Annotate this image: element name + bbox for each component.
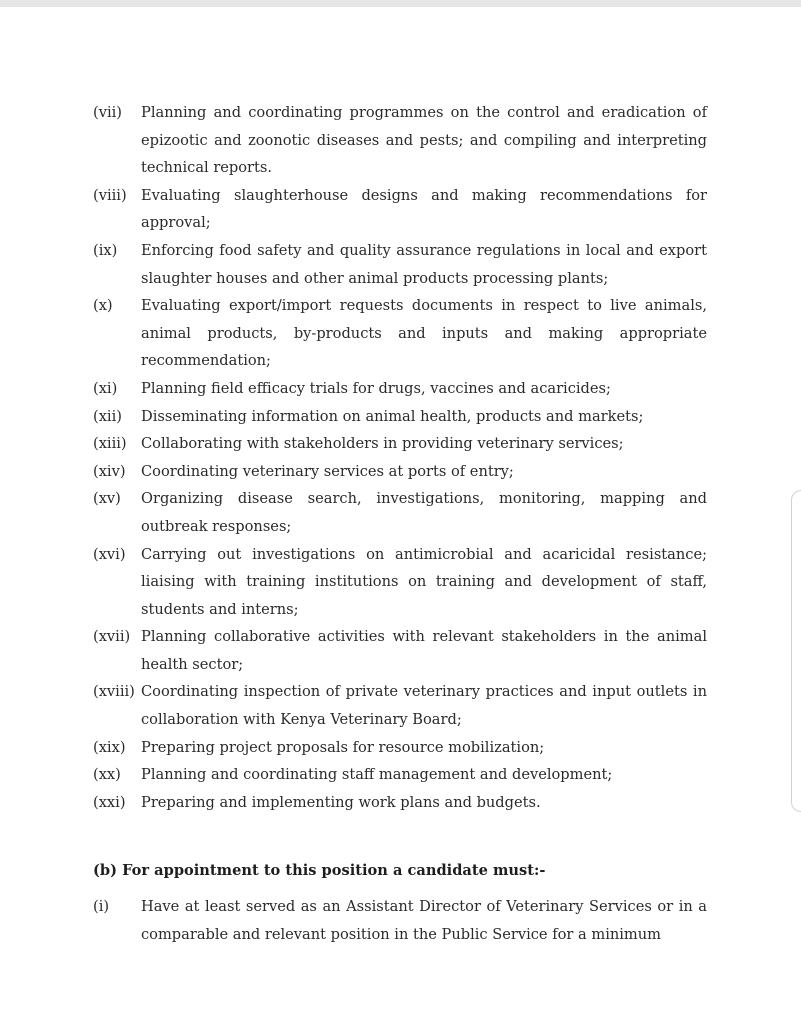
item-text: Coordinating veterinary services at ports of entry; [141, 462, 514, 480]
item-text: Preparing project proposals for resource mobilization; [141, 738, 545, 756]
list-item [93, 403, 707, 431]
list-item [93, 761, 707, 789]
item-text: Coordinating inspection of private veterinary practices and input outlets in collaboration with Kenya Veterinary Board; [141, 683, 707, 729]
item-text: Evaluating slaughterhouse designs and making recommendations for approval; [141, 186, 707, 232]
list-item [93, 182, 707, 237]
item-text: Preparing and implementing work plans and budgets. [141, 793, 541, 811]
item-numeral: (xvii) [93, 628, 131, 646]
item-text: Evaluating export/import requests documents in respect to live animals, animal products, by-products and inputs and making appropriate recommendation; [141, 297, 707, 370]
item-text: Disseminating information on animal health, products and markets; [141, 407, 644, 425]
list-item [93, 678, 707, 733]
item-numeral: (xi) [93, 379, 118, 397]
list-item [93, 541, 707, 624]
item-numeral: (xii) [93, 407, 122, 425]
item-numeral: (xvi) [93, 545, 126, 563]
list-item [93, 375, 707, 403]
item-numeral: (x) [93, 297, 113, 315]
list-item [93, 430, 707, 458]
item-numeral: (xx) [93, 766, 121, 784]
item-text: Enforcing food safety and quality assurance regulations in local and export slaughter houses and other animal products processing plants; [141, 241, 707, 287]
item-text: Planning and coordinating programmes on the control and eradication of epizootic and zoonotic diseases and pests; and compiling and interpreting technical reports. [141, 104, 707, 177]
list-item [93, 458, 707, 486]
item-numeral: (xxi) [93, 793, 126, 811]
requirements-list [93, 893, 707, 948]
item-numeral: (xv) [93, 490, 121, 508]
list-item [93, 99, 707, 182]
item-text: Collaborating with stakeholders in providing veterinary services; [141, 435, 624, 453]
section-b-heading: (b) For appointment to this position a candidate must:- [93, 862, 546, 879]
list-item [93, 485, 707, 540]
list-item [93, 292, 707, 375]
list-item [93, 734, 707, 762]
item-numeral: (ix) [93, 241, 118, 259]
item-numeral: (xviii) [93, 683, 135, 701]
item-text: Carrying out investigations on antimicrobial and acaricidal resistance; liaising with training institutions on training and development of staff, students and interns; [141, 545, 707, 618]
item-numeral: (xiv) [93, 462, 126, 480]
item-numeral: (i) [93, 898, 110, 915]
item-numeral: (xiii) [93, 435, 127, 453]
item-text: Organizing disease search, investigations, monitoring, mapping and outbreak responses; [141, 490, 707, 535]
list-item [93, 237, 707, 292]
item-text: Have at least served as an Assistant Director of Veterinary Services or in a comparable and relevant position in the Public Service for a minimum [141, 898, 707, 943]
item-text: Planning field efficacy trials for drugs, vaccines and acaricides; [141, 379, 611, 397]
item-text: Planning collaborative activities with relevant stakeholders in the animal health sector; [141, 628, 707, 673]
list-item [93, 789, 707, 817]
duties-list [93, 99, 707, 816]
item-numeral: (viii) [93, 186, 127, 204]
item-numeral: (vii) [93, 104, 122, 121]
list-item [93, 893, 707, 948]
list-item [93, 623, 707, 678]
item-numeral: (xix) [93, 738, 126, 756]
item-text: Planning and coordinating staff management and development; [141, 766, 613, 784]
